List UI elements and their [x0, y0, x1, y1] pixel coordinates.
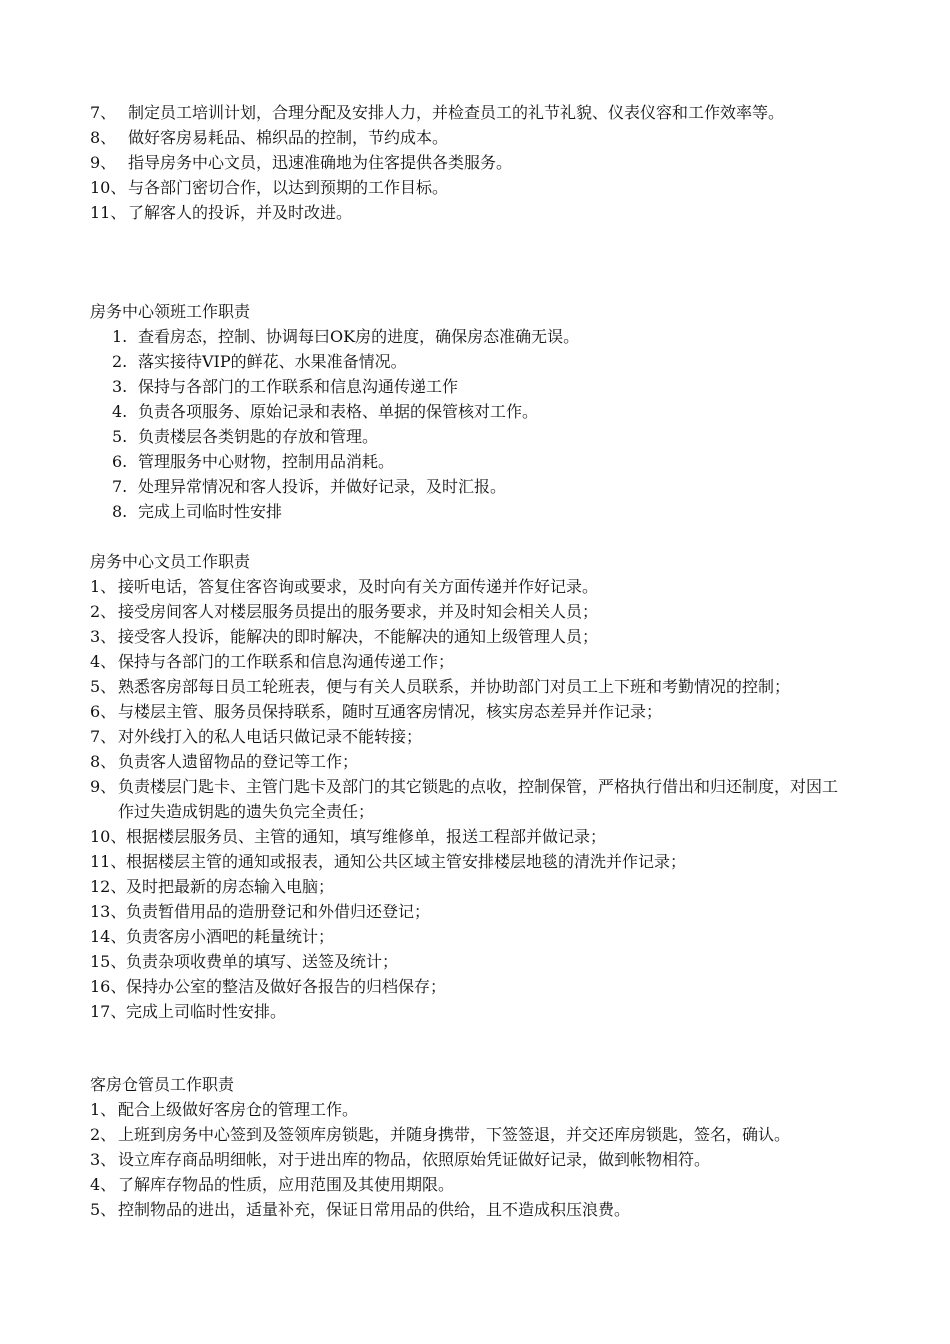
- item-number: 10、: [90, 827, 127, 846]
- list-item: [90, 699, 870, 724]
- list-item: [90, 974, 870, 999]
- list-item: [90, 899, 870, 924]
- numbered-list: [90, 324, 870, 524]
- item-number: 1、: [90, 577, 117, 596]
- item-text: 对外线打入的私人电话只做记录不能转接；: [118, 727, 423, 746]
- item-number: 8.: [112, 502, 128, 521]
- list-item: [90, 1147, 870, 1172]
- item-number: 6、: [90, 702, 117, 721]
- list-item: [90, 724, 870, 749]
- list-item: [90, 924, 870, 949]
- item-text: 查看房态，控制、协调每曰OK房的进度，确保房态准确无误。: [138, 327, 580, 346]
- item-text: 负责杂项收费单的填写、送签及统计；: [126, 952, 399, 971]
- item-number: 7.: [112, 477, 128, 496]
- item-number: 7、: [90, 727, 117, 746]
- item-number: 11、: [90, 852, 127, 871]
- list-item: [112, 374, 870, 399]
- item-text: 落实接待VIP的鲜花、水果准备情况。: [138, 352, 407, 371]
- section-storekeeper-duties: [90, 1072, 870, 1222]
- item-text: 接受房间客人对楼层服务员提出的服务要求，并及时知会相关人员；: [118, 602, 599, 621]
- section-clerk-duties: [90, 549, 870, 1024]
- item-text: 配合上级做好客房仓的管理工作。: [118, 1100, 359, 1119]
- item-text: 控制物品的进出，适量补充，保证日常用品的供给，且不造成积压浪费。: [118, 1200, 631, 1219]
- item-number: 2、: [90, 602, 117, 621]
- section-manager-duties-continued: [90, 100, 870, 225]
- section-title: 房务中心领班工作职责: [90, 302, 251, 321]
- item-text: 做好客房易耗品、棉织品的控制，节约成本。: [128, 128, 449, 147]
- item-number: 12、: [90, 877, 127, 896]
- item-number: 7、: [90, 103, 117, 122]
- item-text: 负责暂借用品的造册登记和外借归还登记；: [126, 902, 431, 921]
- item-text: 负责各项服务、原始记录和表格、单据的保管核对工作。: [138, 402, 539, 421]
- item-number: 16、: [90, 977, 127, 996]
- item-number: 5、: [90, 677, 117, 696]
- item-number: 8、: [90, 752, 117, 771]
- item-number: 3、: [90, 627, 117, 646]
- item-text: 设立库存商品明细帐，对于进出库的物品，依照原始凭证做好记录，做到帐物相符。: [118, 1150, 711, 1169]
- item-number: 4、: [90, 1175, 117, 1194]
- list-item: [90, 999, 870, 1024]
- section-supervisor-duties: [90, 299, 870, 524]
- item-text: 保持办公室的整洁及做好各报告的归档保存；: [126, 977, 447, 996]
- item-text: 根据楼层服务员、主管的通知，填写维修单，报送工程部并做记录；: [126, 827, 607, 846]
- item-number: 9、: [90, 777, 117, 796]
- list-item: [90, 849, 870, 874]
- item-text: 接受客人投诉，能解决的即时解决，不能解决的通知上级管理人员；: [118, 627, 599, 646]
- item-text: 了解客人的投诉，并及时改进。: [128, 203, 353, 222]
- list-item: [90, 150, 870, 175]
- list-item: [112, 424, 870, 449]
- list-item: [90, 100, 870, 125]
- item-number: 2、: [90, 1125, 117, 1144]
- item-text: 完成上司临时性安排。: [126, 1002, 287, 1021]
- section-title: 房务中心文员工作职责: [90, 552, 251, 571]
- item-text: 完成上司临时性安排: [138, 502, 283, 521]
- list-item: [90, 175, 870, 200]
- list-item: [90, 824, 870, 849]
- item-number: 6.: [112, 452, 128, 471]
- item-text: 指导房务中心文员，迅速准确地为住客提供各类服务。: [128, 153, 513, 172]
- item-text: 与各部门密切合作，以达到预期的工作目标。: [128, 178, 449, 197]
- item-number: 9、: [90, 153, 117, 172]
- list-item: [90, 1097, 870, 1122]
- item-number: 13、: [90, 902, 127, 921]
- item-number: 17、: [90, 1002, 127, 1021]
- item-text: 与楼层主管、服务员保持联系，随时互通客房情况，核实房态差异并作记录；: [118, 702, 663, 721]
- list-item: [90, 674, 870, 699]
- item-number: 5.: [112, 427, 128, 446]
- item-number: 8、: [90, 128, 117, 147]
- item-text: 负责客人遗留物品的登记等工作；: [118, 752, 359, 771]
- list-item: [90, 949, 870, 974]
- list-item: [90, 624, 870, 649]
- item-text: 接听电话，答复住客咨询或要求，及时向有关方面传递并作好记录。: [118, 577, 599, 596]
- item-number: 5、: [90, 1200, 117, 1219]
- list-item: [90, 774, 870, 824]
- list-item: [90, 1122, 870, 1147]
- item-number: 15、: [90, 952, 127, 971]
- item-text: 及时把最新的房态输入电脑；: [126, 877, 335, 896]
- list-item: [90, 125, 870, 150]
- list-item: [112, 449, 870, 474]
- item-text: 根据楼层主管的通知或报表，通知公共区域主管安排楼层地毯的清洗并作记录；: [126, 852, 687, 871]
- item-text: 负责楼层各类钥匙的存放和管理。: [138, 427, 379, 446]
- item-number: 4.: [112, 402, 128, 421]
- item-text: 保持与各部门的工作联系和信息沟通传递工作；: [118, 652, 455, 671]
- item-number: 10、: [90, 178, 127, 197]
- section-title: 客房仓管员工作职责: [90, 1075, 235, 1094]
- item-number: 3、: [90, 1150, 117, 1169]
- item-number: 2.: [112, 352, 128, 371]
- list-item: [90, 749, 870, 774]
- item-text: 保持与各部门的工作联系和信息沟通传递工作: [138, 377, 459, 396]
- item-number: 4、: [90, 652, 117, 671]
- list-item: [90, 874, 870, 899]
- item-number: 1、: [90, 1100, 117, 1119]
- item-text: 制定员工培训计划，合理分配及安排人力，并检查员工的礼节礼貌、仪表仪容和工作效率等。: [128, 103, 785, 122]
- item-number: 14、: [90, 927, 127, 946]
- list-item: [90, 1172, 870, 1197]
- item-number: 3.: [112, 377, 128, 396]
- item-number: 1.: [112, 327, 128, 346]
- item-text: 熟悉客房部每日员工轮班表，便与有关人员联系，并协助部门对员工上下班和考勤情况的控制；: [118, 677, 791, 696]
- list-item: [90, 649, 870, 674]
- item-text: 处理异常情况和客人投诉，并做好记录，及时汇报。: [138, 477, 507, 496]
- list-item: [112, 499, 870, 524]
- list-item: [112, 324, 870, 349]
- list-item: [112, 399, 870, 424]
- list-item: [90, 574, 870, 599]
- list-item: [90, 599, 870, 624]
- item-text: 负责楼层门匙卡、主管门匙卡及部门的其它锁匙的点收，控制保管，严格执行借出和归还制度，对因工作过失造成钥匙的遗失负完全责任；: [118, 777, 839, 821]
- item-text: 管理服务中心财物，控制用品消耗。: [138, 452, 395, 471]
- item-text: 了解库存物品的性质，应用范围及其使用期限。: [118, 1175, 455, 1194]
- list-item: [90, 200, 870, 225]
- list-item: [112, 474, 870, 499]
- item-number: 11、: [90, 203, 127, 222]
- item-text: 负责客房小酒吧的耗量统计；: [126, 927, 335, 946]
- item-text: 上班到房务中心签到及签领库房锁匙，并随身携带，下签签退，并交还库房锁匙，签名，确认。: [118, 1125, 791, 1144]
- list-item: [90, 1197, 870, 1222]
- list-item: [112, 349, 870, 374]
